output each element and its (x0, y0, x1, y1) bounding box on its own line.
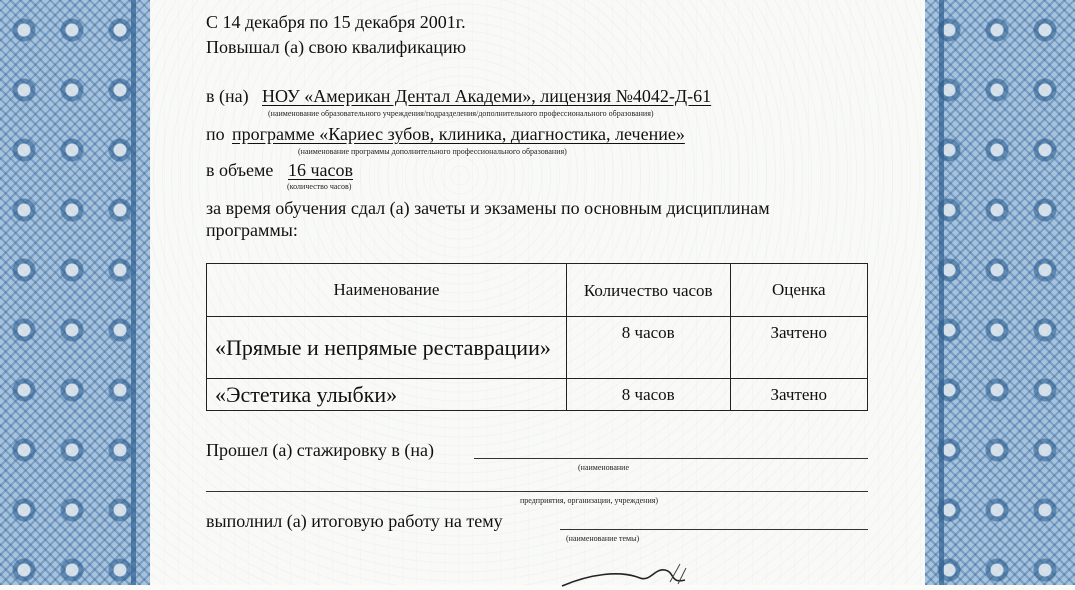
institution-caption: (наименование образовательного учреждения/подразделения/дополнительного профессионального образования) (268, 109, 654, 118)
subject-name: «Прямые и непрямые реставрации» (207, 317, 567, 379)
internship-line (474, 458, 868, 459)
exams-text-line1: за время обучения сдал (а) зачеты и экзамены по основным дисциплинам (206, 198, 770, 218)
volume-value: 16 часов (288, 160, 354, 180)
decorative-border-right (925, 0, 1075, 585)
table-row (207, 317, 868, 379)
volume-caption: (количество часов) (287, 182, 352, 191)
subject-grade: Зачтено (730, 379, 868, 411)
table-row (207, 379, 868, 411)
subject-hours: 8 часов (566, 379, 730, 411)
qualification-line: Повышал (а) свою квалификацию (206, 37, 467, 57)
program-value: программе «Кариес зубов, клиника, диагностика, лечение» (232, 124, 685, 144)
header-grade: Оценка (730, 264, 868, 317)
table-header-row (207, 264, 868, 317)
header-name: Наименование (207, 264, 567, 317)
internship-text: Прошел (а) стажировку в (на) (206, 440, 435, 460)
header-hours: Количество часов (566, 264, 730, 317)
signature-stroke (560, 560, 700, 590)
program-prefix: по (206, 124, 225, 144)
dates-line: С 14 декабря по 15 декабря 2001г. (206, 12, 466, 32)
internship-line-2 (206, 491, 868, 492)
institution-value: НОУ «Американ Дентал Академи», лицензия №4042-Д-61 (262, 86, 712, 106)
volume-prefix: в объеме (206, 160, 274, 180)
final-work-caption: (наименование темы) (566, 534, 640, 543)
decorative-border-left (0, 0, 150, 585)
exams-text-line2: программы: (206, 220, 298, 240)
final-work-line (560, 529, 868, 530)
institution-prefix: в (на) (206, 86, 249, 106)
internship-caption2: предприятия, организации, учреждения) (520, 496, 659, 505)
subjects-table (206, 263, 868, 411)
internship-caption1: (наименование (578, 463, 630, 472)
final-work-text: выполнил (а) итоговую работу на тему (206, 511, 503, 531)
subject-name: «Эстетика улыбки» (207, 379, 567, 411)
subject-grade: Зачтено (730, 317, 868, 379)
subject-hours: 8 часов (566, 317, 730, 379)
program-caption: (наименование программы дополнительного профессионального образования) (298, 147, 567, 156)
